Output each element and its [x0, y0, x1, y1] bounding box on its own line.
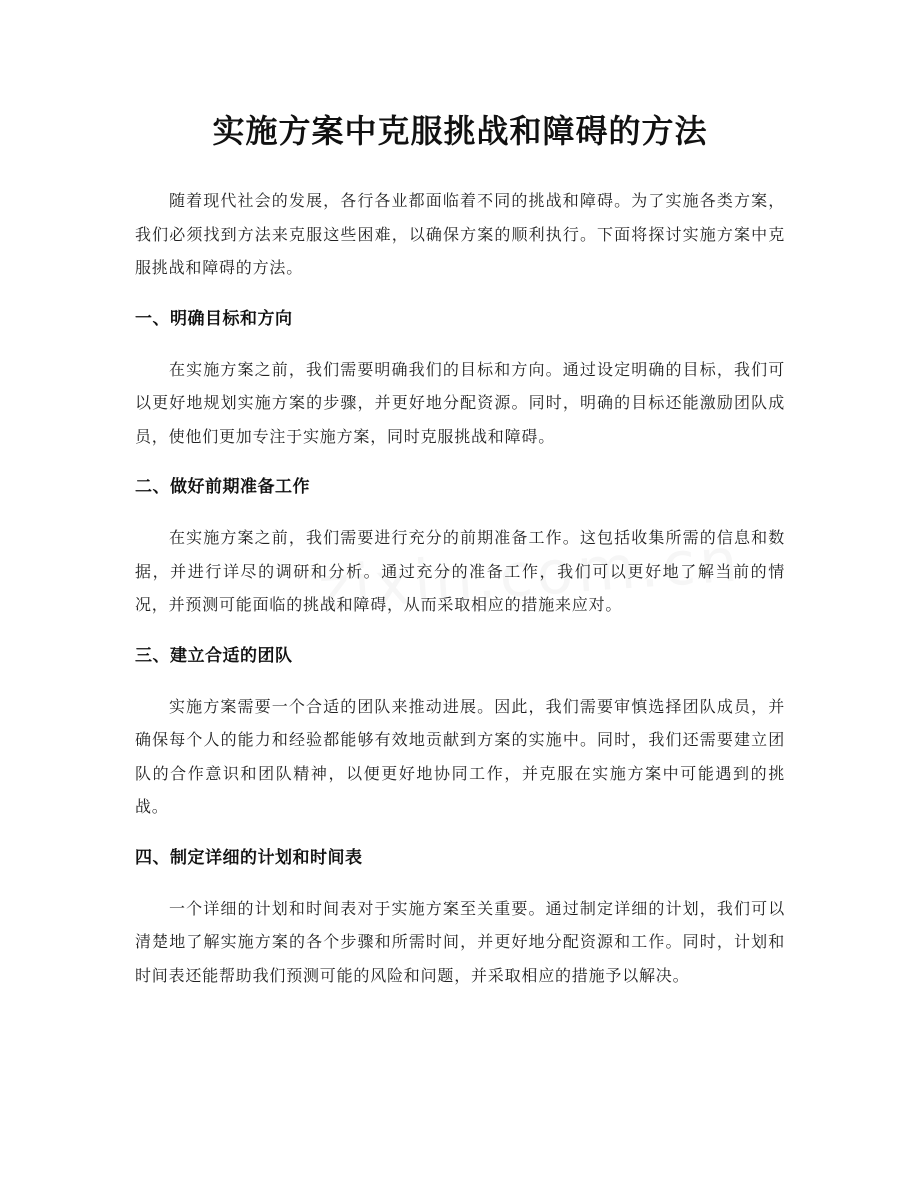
section-body-3: 实施方案需要一个合适的团队来推动进展。因此，我们需要审慎选择团队成员，并确保每个人的能力和经验都能够有效地贡献到方案的实施中。同时，我们还需要建立团队的合作意识和团队精神，以便更好地协同工作，并克服在实施方案中可能遇到的挑战。: [135, 696, 785, 816]
section-heading-1: 一、明确目标和方向: [135, 308, 293, 329]
document-body: [135, 184, 785, 992]
section-heading-3: 三、建立合适的团队: [135, 645, 293, 666]
section-heading-4: 四、制定详细的计划和时间表: [135, 847, 363, 868]
section-heading-2: 二、做好前期准备工作: [135, 477, 310, 497]
section-body-1: 在实施方案之前，我们需要明确我们的目标和方向。通过设定明确的目标，我们可以更好地规划实施方案的步骤，并更好地分配资源。同时，明确的目标还能激励团队成员，使他们更加专注于实施方案，同时克服挑战和障碍。: [135, 359, 785, 446]
section-body-2: 在实施方案之前，我们需要进行充分的前期准备工作。这包括收集所需的信息和数据，并进行详尽的调研和分析。通过充分的准备工作，我们可以更好地了解当前的情况，并预测可能面临的挑战和障碍，从而采取相应的措施来应对。: [135, 528, 785, 614]
document-title: 实施方案中克服挑战和障碍的方法: [212, 112, 708, 150]
intro-paragraph: 随着现代社会的发展，各行各业都面临着不同的挑战和障碍。为了实施各类方案，我们必须找到方法来克服这些困难，以确保方案的顺利执行。下面将探讨实施方案中克服挑战和障碍的方法。: [135, 191, 785, 277]
section-body-4: 一个详细的计划和时间表对于实施方案至关重要。通过制定详细的计划，我们可以清楚地了解实施方案的各个步骤和所需时间，并更好地分配资源和工作。同时，计划和时间表还能帮助我们预测可能的风险和问题，并采取相应的措施予以解决。: [135, 898, 785, 985]
